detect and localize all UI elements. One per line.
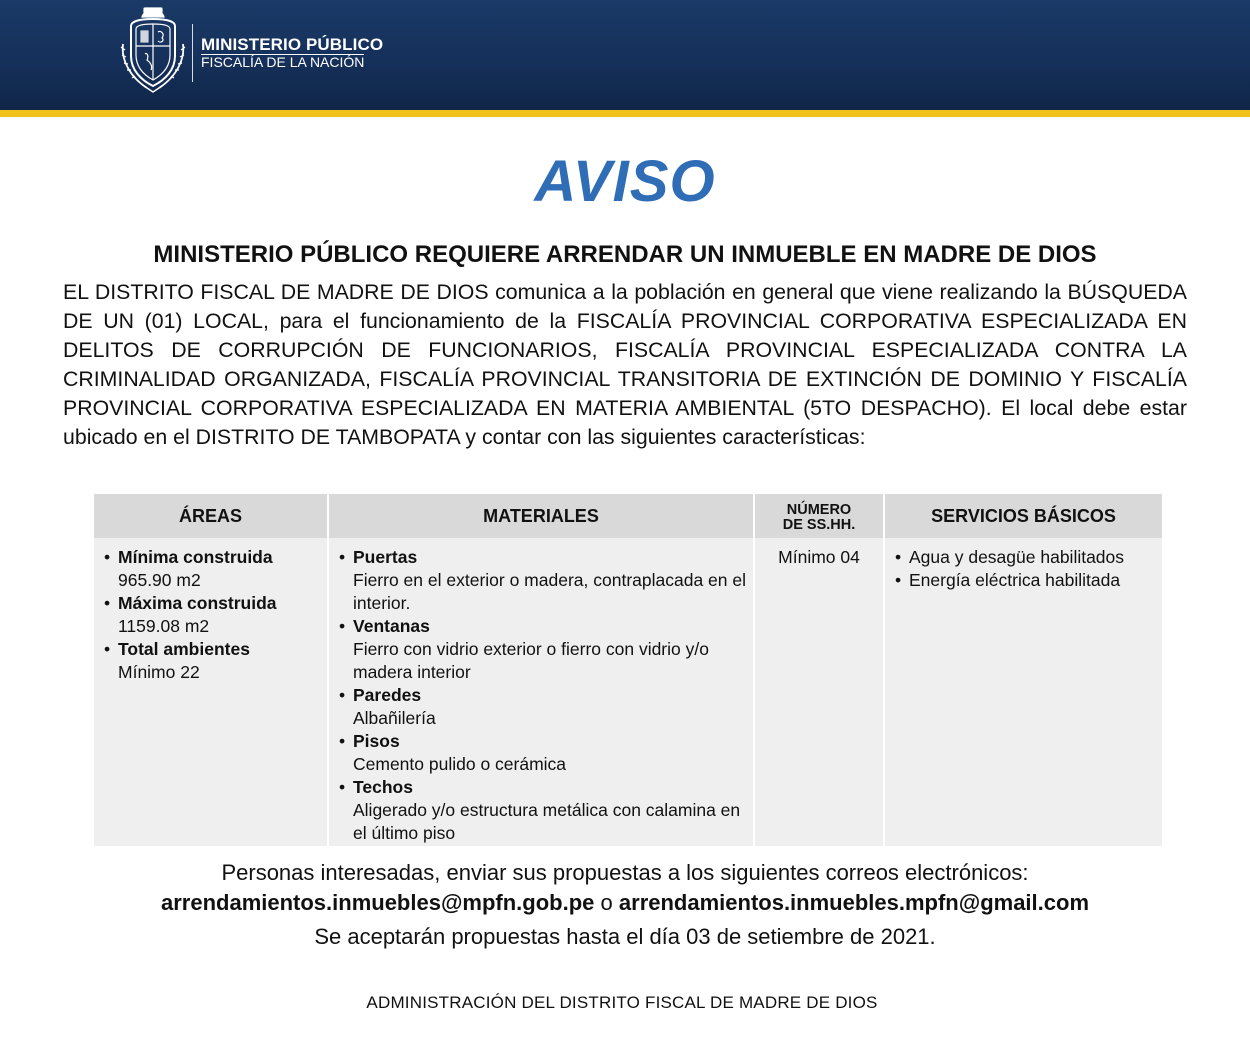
logo-divider xyxy=(192,24,193,82)
header-numero-line2: DE SS.HH. xyxy=(782,516,856,533)
list-item xyxy=(329,546,753,615)
header-numero xyxy=(754,494,884,538)
list-item xyxy=(329,776,753,845)
item-title: • Mínima construida xyxy=(118,547,273,567)
list-item xyxy=(329,684,753,730)
email-connector: o xyxy=(600,890,613,915)
areas-list xyxy=(94,546,327,684)
item-title: • Puertas xyxy=(353,547,418,567)
list-item: • Agua y desagüe habilitados xyxy=(885,546,1162,569)
contact-instructions: Personas interesadas, enviar sus propuestas a los siguientes correos electrónicos: xyxy=(221,860,1029,885)
list-item xyxy=(94,638,327,684)
deadline-text: Se aceptarán propuestas hasta el día 03 de setiembre de 2021. xyxy=(314,924,936,949)
list-item: • Energía eléctrica habilitada xyxy=(885,569,1162,592)
header-areas: ÁREAS xyxy=(94,494,328,538)
item-detail: 1159.08 m2 xyxy=(118,616,210,636)
header-numero-line1: NÚMERO xyxy=(786,501,852,518)
notice-title: AVISO xyxy=(534,149,716,214)
item-title: • Máxima construida xyxy=(118,593,277,613)
list-item xyxy=(94,546,327,592)
cell-servicios xyxy=(884,538,1162,846)
list-item xyxy=(329,615,753,684)
header-band xyxy=(0,0,1250,110)
item-title: • Pisos xyxy=(353,731,400,751)
list-item xyxy=(94,592,327,638)
seal-logo-icon xyxy=(117,4,189,96)
item-detail: Mínimo 22 xyxy=(118,662,200,682)
item-detail: 965.90 m2 xyxy=(118,570,201,590)
requirements-table xyxy=(94,494,1162,846)
item-title: • Ventanas xyxy=(353,616,430,636)
intro-paragraph: EL DISTRITO FISCAL DE MADRE DE DIOS comunica a la población en general que viene realizando la BÚSQUEDA DE UN (01) LOCAL, para el funcionamiento de la FISCALÍA PROVINCIAL CORPORATIVA ESPECIALIZADA EN DELITOS DE CORRUPCIÓN DE FUNCIONARIOS, FISCALÍA PROVINCIAL ESPECIALIZADA CONTRA LA CRIMINALIDAD ORGANIZADA, FISCALÍA PROVINCIAL TRANSITORIA DE EXTINCIÓN DE DOMINIO Y FISCALÍA PROVINCIAL CORPORATIVA ESPECIALIZADA EN MATERIA AMBIENTAL (5TO DESPACHO). El local debe estar ubicado en el DISTRITO DE TAMBOPATA y contar con las siguientes características: xyxy=(63,280,1187,449)
email-primary[interactable]: arrendamientos.inmuebles@mpfn.gob.pe xyxy=(160,890,595,915)
footer-signature: ADMINISTRACIÓN DEL DISTRITO FISCAL DE MADRE DE DIOS xyxy=(366,993,878,1012)
item-title: • Techos xyxy=(353,777,413,797)
item-detail: Cemento pulido o cerámica xyxy=(353,754,567,774)
header-servicios: SERVICIOS BÁSICOS xyxy=(884,494,1162,538)
cell-numero: Mínimo 04 xyxy=(754,538,884,846)
list-item xyxy=(329,730,753,776)
item-title: • Total ambientes xyxy=(118,639,250,659)
item-detail: Fierro con vidrio exterior o fierro con vidrio y/o madera interior xyxy=(353,639,709,682)
cell-materiales xyxy=(328,538,754,846)
org-subtitle: FISCALÍA DE LA NACIÓN xyxy=(201,54,365,70)
email-secondary[interactable]: arrendamientos.inmuebles.mpfn@gmail.com xyxy=(618,890,1090,915)
table-header-row xyxy=(94,494,1162,538)
servicios-list xyxy=(885,546,1162,592)
item-title: • Paredes xyxy=(353,685,422,705)
notice-heading: MINISTERIO PÚBLICO REQUIERE ARRENDAR UN INMUEBLE EN MADRE DE DIOS xyxy=(153,241,1097,268)
item-detail: Fierro en el exterior o madera, contraplacada en el interior. xyxy=(353,570,746,613)
header-yellow-stripe xyxy=(0,110,1250,117)
cell-areas xyxy=(94,538,328,846)
header-materiales: MATERIALES xyxy=(328,494,754,538)
org-name: MINISTERIO PÚBLICO xyxy=(201,35,384,54)
item-detail: Aligerado y/o estructura metálica con calamina en el último piso xyxy=(353,800,741,843)
materiales-list xyxy=(329,546,753,845)
item-detail: Albañilería xyxy=(353,708,436,728)
contact-emails xyxy=(0,890,1250,916)
table-row xyxy=(94,538,1162,846)
